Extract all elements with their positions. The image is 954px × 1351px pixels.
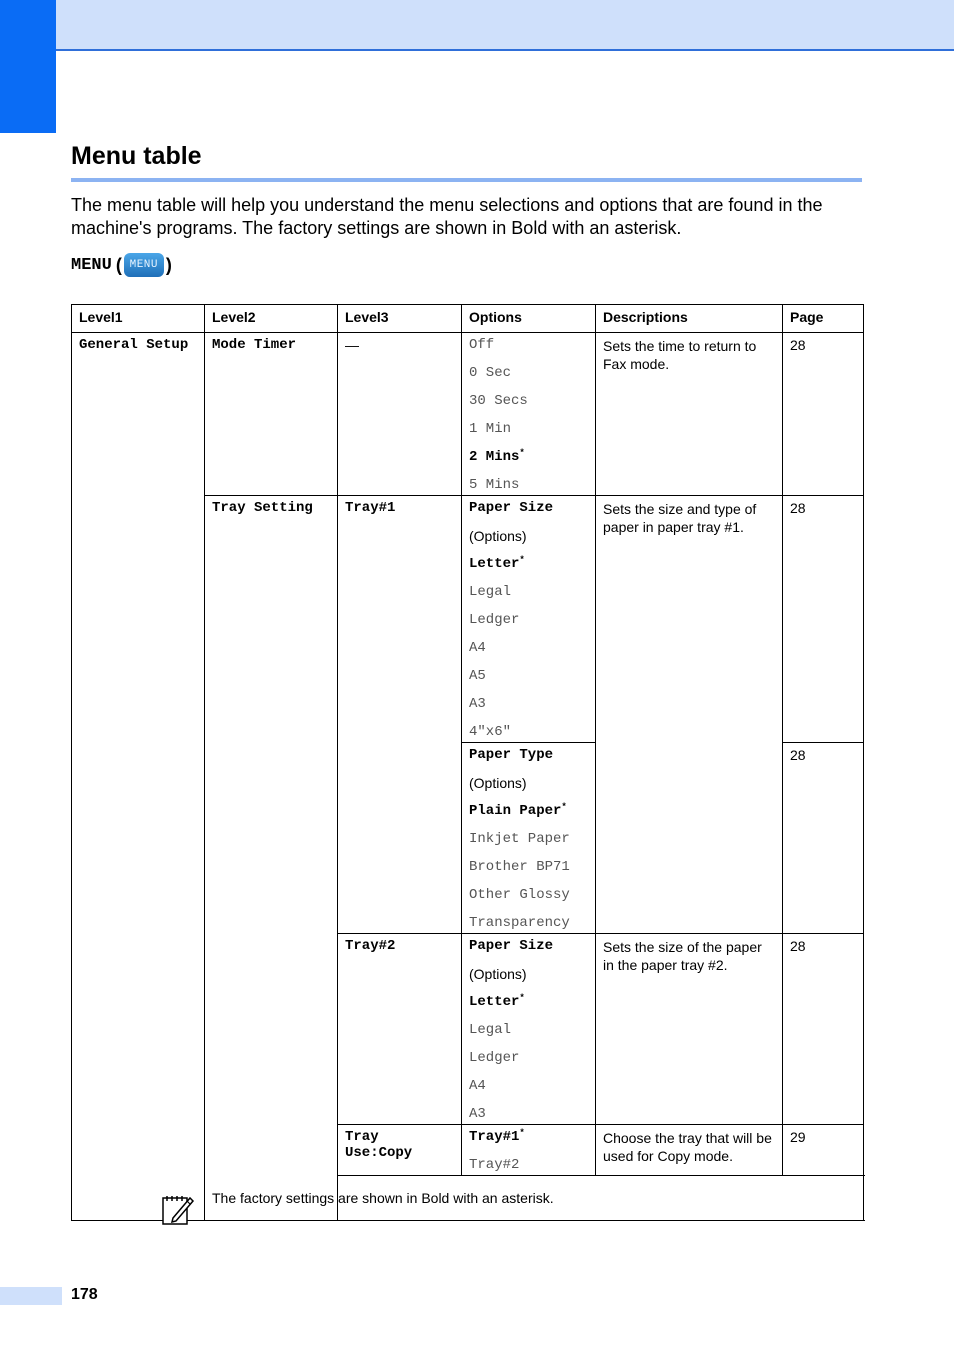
note-text: The factory settings are shown in Bold with an asterisk. [212,1190,554,1206]
level2-cell: Mode Timer [205,333,338,496]
option-item: 1 Min [469,421,512,437]
option-item: Other Glossy [469,887,570,903]
title-underline [71,178,862,182]
option-item: 4"x6" [469,724,512,740]
option-item: Tray#2 [469,1157,520,1173]
menu-key-line [71,253,172,277]
options-cell [462,333,596,496]
menu-open-paren: ( [115,254,122,275]
options-cell [462,743,596,934]
option-default-label: Tray#1 [469,1129,520,1145]
table-row [72,333,864,496]
asterisk: * [519,448,525,458]
page-cell: 29 [783,1125,864,1176]
header-row [72,305,864,333]
header-descriptions: Descriptions [596,305,783,333]
option-item-default [469,449,588,477]
page-cell: 28 [783,496,864,743]
description-cell: Sets the size and type of paper in paper tray #1. [596,496,783,934]
option-item: A4 [469,640,486,656]
option-subheading: (Options) [469,775,527,791]
asterisk: * [519,1128,525,1138]
option-item-default [469,1129,588,1157]
header-level3: Level3 [338,305,462,333]
menu-word: MENU [71,255,112,275]
page-cell: 28 [783,743,864,934]
options-cell [462,934,596,1125]
option-item: Ledger [469,612,520,628]
option-item: Legal [469,584,512,600]
option-subheading: (Options) [469,528,527,544]
level3-cell: Tray#1 [338,496,462,934]
option-default-label: Letter [469,556,520,572]
menu-close-paren: ) [165,254,172,275]
option-item: Transparency [469,915,570,931]
note-pencil-icon [161,1192,195,1226]
option-item: 0 Sec [469,365,512,381]
option-default-label: Letter [469,994,520,1010]
option-item: A3 [469,1106,486,1122]
options-cell [462,496,596,743]
option-heading: Paper Size [469,500,554,516]
option-item: A4 [469,1078,486,1094]
chapter-tab [0,0,56,133]
description-cell: Sets the size of the paper in the paper tray #2. [596,934,783,1125]
option-item: Inkjet Paper [469,831,570,847]
options-cell [462,1125,596,1176]
level2-cell: Tray Setting [205,496,338,1221]
description-cell: Choose the tray that will be used for Copy mode. [596,1125,783,1176]
option-item: A5 [469,668,486,684]
header-band [0,0,954,51]
option-item-default [469,994,588,1022]
asterisk: * [519,555,525,565]
option-item: Legal [469,1022,512,1038]
level3-cell: Tray#2 [338,934,462,1125]
menu-button-icon: MENU [124,253,164,277]
option-heading: Paper Size [469,938,554,954]
header-level1: Level1 [72,305,205,333]
header-options: Options [462,305,596,333]
page-title: Menu table [71,142,202,170]
page-cell: 28 [783,934,864,1125]
option-item: 30 Secs [469,393,528,409]
header-page: Page [783,305,864,333]
option-subheading: (Options) [469,966,527,982]
asterisk: * [519,993,525,1003]
level1-cell: General Setup [72,333,205,1221]
option-heading: Paper Type [469,747,554,763]
option-item: A3 [469,696,486,712]
description-cell: Sets the time to return to Fax mode. [596,333,783,496]
option-item-default [469,803,588,831]
option-default-label: Plain Paper [469,803,562,819]
menu-table [71,304,864,1221]
option-default-label: 2 Mins [469,449,520,465]
level3-cell: Tray Use:Copy [338,1125,462,1176]
page-cell: 28 [783,333,864,496]
asterisk: * [561,802,567,812]
option-item: Ledger [469,1050,520,1066]
option-item-default [469,556,588,584]
option-item: 5 Mins [469,477,520,493]
option-item: Brother BP71 [469,859,570,875]
intro-paragraph: The menu table will help you understand the menu selections and options that are found in the machine's programs. The factory settings are shown in Bold with an asterisk. [71,195,823,238]
header-level2: Level2 [205,305,338,333]
page-number: 178 [71,1286,98,1303]
level3-cell: — [338,333,462,496]
option-item: Off [469,337,495,353]
page-number-tab [0,1287,62,1305]
